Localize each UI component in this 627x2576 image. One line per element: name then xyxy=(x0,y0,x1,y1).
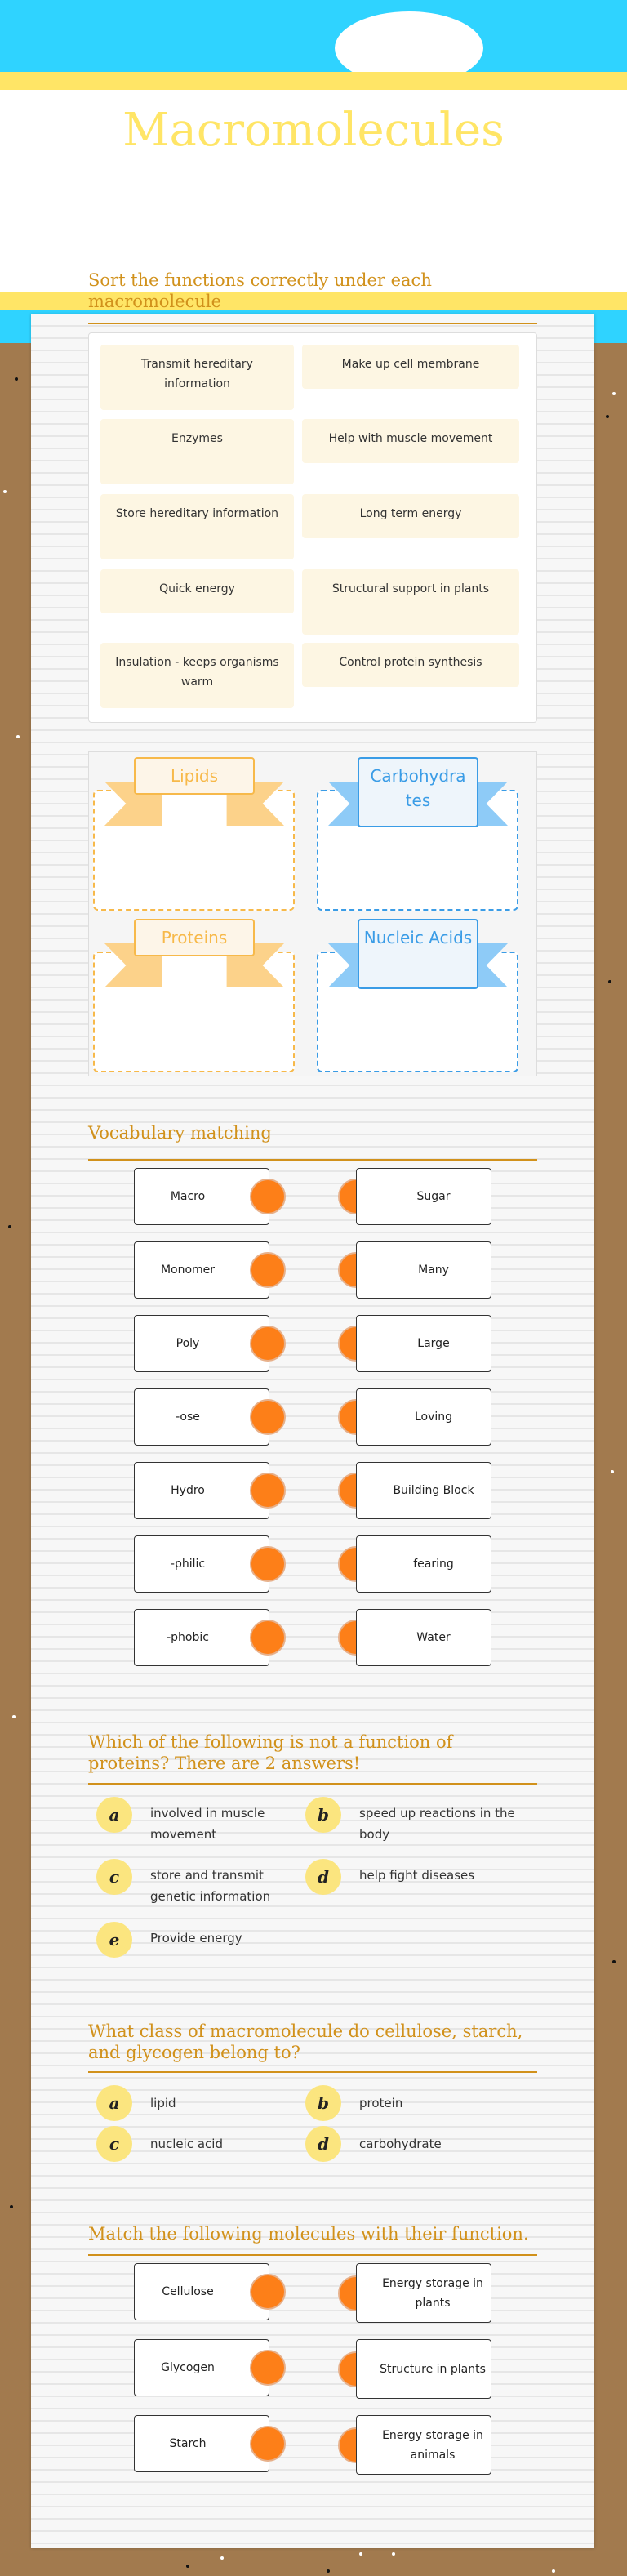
match-term[interactable]: -philic xyxy=(134,1535,269,1593)
sort-heading: Sort the functions correctly under each macromolecule xyxy=(88,270,432,311)
option-d-text[interactable]: help fight diseases xyxy=(359,1868,475,1883)
page-title: Macromolecules xyxy=(122,104,505,157)
match-definition[interactable]: fearing xyxy=(356,1535,491,1593)
match-heading: Match the following molecules with their function. xyxy=(88,2224,529,2244)
board-dot xyxy=(186,2565,189,2568)
header-stripe-top xyxy=(0,72,627,90)
option-e-text[interactable]: Provide energy xyxy=(150,1931,242,1945)
function-definition[interactable]: Energy storage in plants xyxy=(356,2263,491,2323)
connector-handle[interactable] xyxy=(250,1252,286,1288)
vocab-heading: Vocabulary matching xyxy=(88,1123,272,1143)
category-label: Lipids xyxy=(134,757,255,795)
option-a-badge[interactable]: a xyxy=(96,2085,132,2121)
divider xyxy=(88,1783,537,1785)
board-dot xyxy=(359,2552,362,2556)
connector-handle[interactable] xyxy=(250,2426,286,2462)
match-term[interactable]: Macro xyxy=(134,1168,269,1225)
match-definition[interactable]: Water xyxy=(356,1609,491,1666)
divider xyxy=(88,2071,537,2073)
connector-handle[interactable] xyxy=(250,2274,286,2310)
function-definition[interactable]: Energy storage in animals xyxy=(356,2415,491,2475)
match-term[interactable]: Poly xyxy=(134,1315,269,1372)
option-a-badge[interactable]: a xyxy=(96,1797,132,1833)
connector-handle[interactable] xyxy=(250,1546,286,1582)
board-dot xyxy=(612,392,616,395)
connector-handle[interactable] xyxy=(250,1620,286,1656)
board-dot xyxy=(392,2552,395,2556)
draggable-card[interactable]: Quick energy xyxy=(100,569,294,613)
draggable-card[interactable]: Insulation - keeps organisms warm xyxy=(100,643,294,708)
option-b-text[interactable]: protein xyxy=(359,2096,403,2110)
option-a-text[interactable]: lipid xyxy=(150,2096,176,2110)
board-dot xyxy=(15,377,18,381)
option-b-badge[interactable]: b xyxy=(305,1797,341,1833)
board-dot xyxy=(606,415,609,418)
board-dot xyxy=(612,1960,616,1963)
option-d-badge[interactable]: d xyxy=(305,2126,341,2162)
divider xyxy=(88,323,537,324)
draggable-card[interactable]: Enzymes xyxy=(100,419,294,484)
category-label: Carbohydra tes xyxy=(358,757,478,827)
match-term[interactable]: -ose xyxy=(134,1388,269,1446)
option-d-badge[interactable]: d xyxy=(305,1859,341,1895)
connector-handle[interactable] xyxy=(250,2350,286,2386)
board-dot xyxy=(608,980,611,983)
option-d-text[interactable]: carbohydrate xyxy=(359,2137,442,2151)
board-dot xyxy=(12,1715,16,1718)
board-dot xyxy=(10,2205,13,2208)
board-dot xyxy=(3,490,7,493)
draggable-card[interactable]: Transmit hereditary information xyxy=(100,345,294,410)
question2-heading: What class of macromolecule do cellulose, starch, and glycogen belong to? xyxy=(88,2021,523,2062)
match-term[interactable]: Monomer xyxy=(134,1241,269,1299)
match-term[interactable]: Hydro xyxy=(134,1462,269,1519)
molecule-term[interactable]: Cellulose xyxy=(134,2263,269,2320)
match-definition[interactable]: Building Block xyxy=(356,1462,491,1519)
option-c-text[interactable]: store and transmit genetic information xyxy=(150,1868,271,1904)
match-definition[interactable]: Large xyxy=(356,1315,491,1372)
match-definition[interactable]: Loving xyxy=(356,1388,491,1446)
match-definition[interactable]: Sugar xyxy=(356,1168,491,1225)
option-b-badge[interactable]: b xyxy=(305,2085,341,2121)
molecule-term[interactable]: Starch xyxy=(134,2415,269,2472)
board-dot xyxy=(552,2569,555,2573)
draggable-card[interactable]: Structural support in plants xyxy=(302,569,519,635)
board-dot xyxy=(327,2569,330,2573)
match-term[interactable]: -phobic xyxy=(134,1609,269,1666)
board-dot xyxy=(16,735,20,738)
connector-handle[interactable] xyxy=(250,1399,286,1435)
question1-heading: Which of the following is not a function of proteins? There are 2 answers! xyxy=(88,1732,453,1773)
draggable-card[interactable]: Make up cell membrane xyxy=(302,345,519,389)
option-c-badge[interactable]: c xyxy=(96,1859,132,1895)
draggable-card[interactable]: Control protein synthesis xyxy=(302,643,519,687)
connector-handle[interactable] xyxy=(250,1473,286,1509)
divider xyxy=(88,1159,537,1161)
option-b-text[interactable]: speed up reactions in the body xyxy=(359,1806,515,1842)
board-dot xyxy=(220,2556,224,2560)
match-definition[interactable]: Many xyxy=(356,1241,491,1299)
option-c-text[interactable]: nucleic acid xyxy=(150,2137,223,2151)
connector-handle[interactable] xyxy=(250,1179,286,1214)
draggable-card[interactable]: Long term energy xyxy=(302,494,519,538)
connector-handle[interactable] xyxy=(250,1326,286,1362)
draggable-card[interactable]: Store hereditary information xyxy=(100,494,294,559)
option-a-text[interactable]: involved in muscle movement xyxy=(150,1806,265,1842)
board-dot xyxy=(8,1225,11,1228)
function-definition[interactable]: Structure in plants xyxy=(356,2339,491,2399)
category-label: Nucleic Acids xyxy=(358,919,478,989)
draggable-card[interactable]: Help with muscle movement xyxy=(302,419,519,463)
board-dot xyxy=(611,1470,614,1473)
divider xyxy=(88,2254,537,2256)
molecule-term[interactable]: Glycogen xyxy=(134,2339,269,2396)
option-c-badge[interactable]: c xyxy=(96,2126,132,2162)
category-label: Proteins xyxy=(134,919,255,956)
option-e-badge[interactable]: e xyxy=(96,1922,132,1958)
